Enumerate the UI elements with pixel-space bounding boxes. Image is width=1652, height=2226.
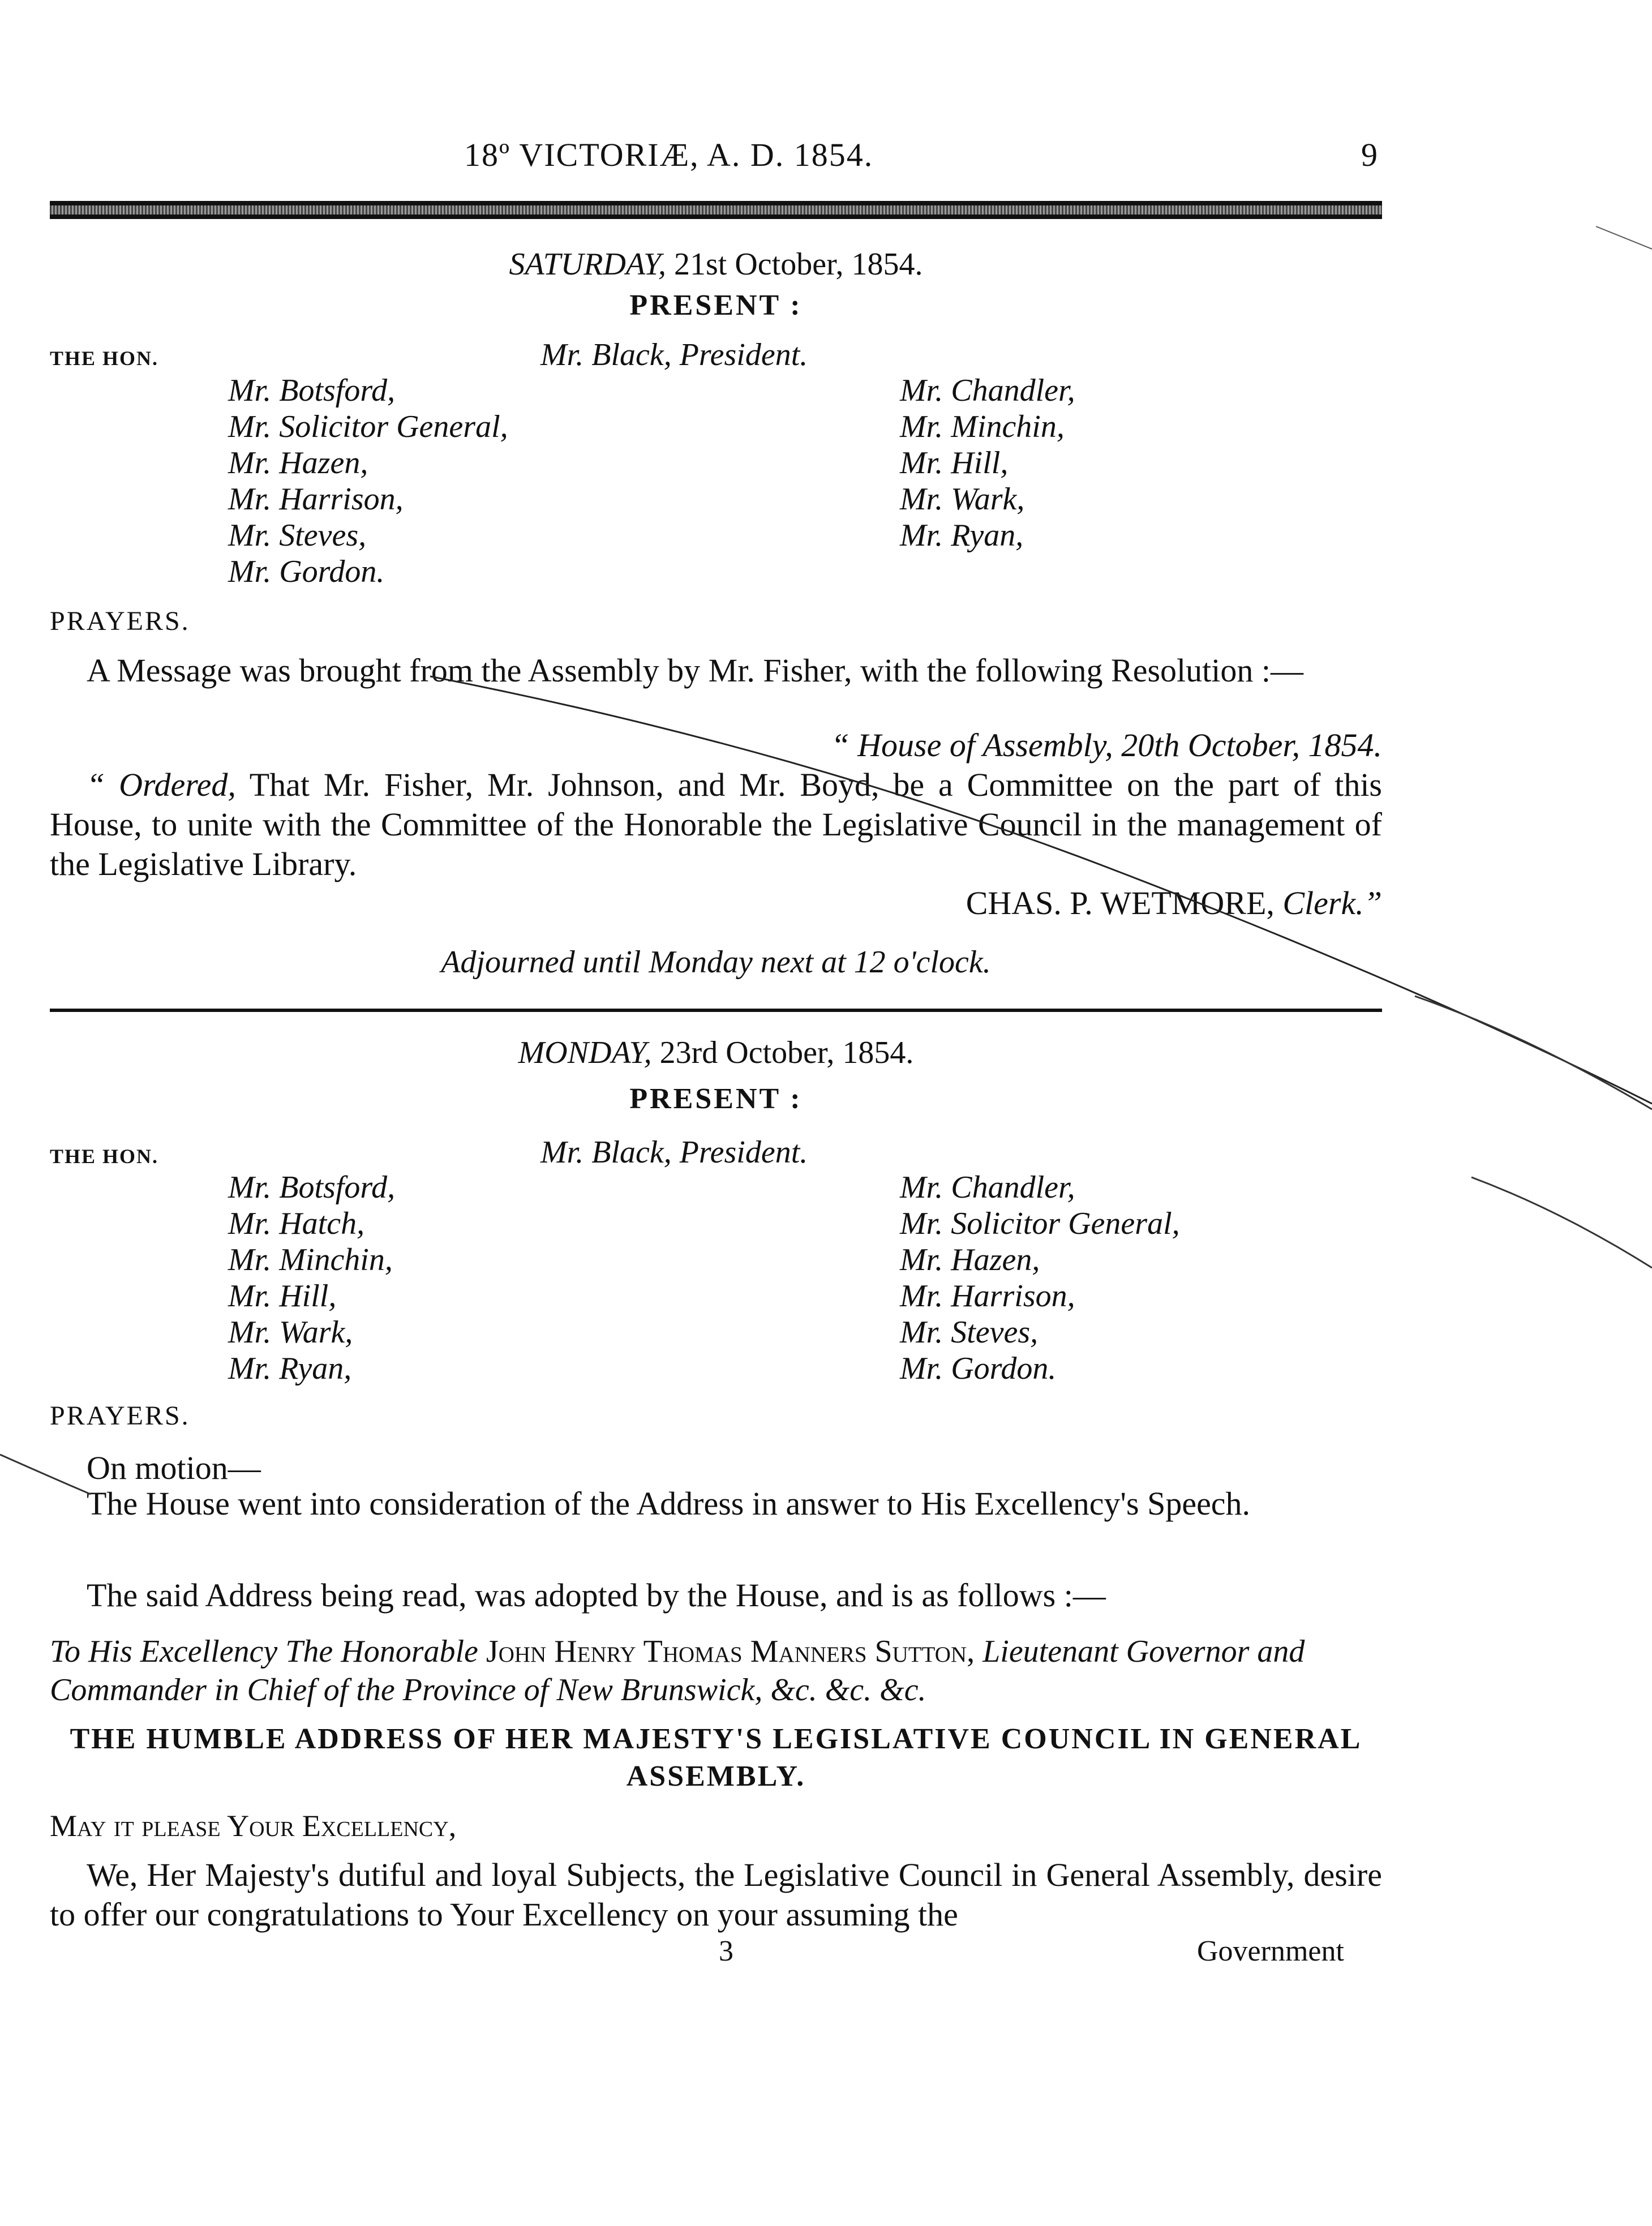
sitting1-present: PRESENT : (629, 289, 803, 321)
sitting2-right-member: Mr. Solicitor General, (900, 1206, 1180, 1241)
sitting2-left-member: Mr. Hill, (228, 1279, 337, 1314)
catchword: Government (1197, 1935, 1344, 1967)
adjournment: Adjourned until Monday next at 12 o'clock. (441, 945, 991, 980)
sitting2-right-member: Mr. Steves, (900, 1315, 1039, 1350)
sitting1-message: A Message was brought from the Assembly by Mr. Fisher, with the following Resolution :— (87, 652, 1303, 689)
clerk-title: Clerk.” (1282, 885, 1382, 921)
resolution-body: That Mr. Fisher, Mr. Johnson, and Mr. Boyd, be a Committee on the part of this House, to unite with the Committee of the Honorable the Legislative Council in the management of the Legislative Library. (50, 766, 1382, 882)
page-number: 9 (1361, 136, 1378, 173)
sitting1-left-member: Mr. Harrison, (228, 482, 404, 517)
sitting1-day: SATURDAY, (509, 247, 666, 282)
resolution-heading: “ House of Assembly, 20th October, 1854. (831, 727, 1382, 764)
sitting1-left-member: Mr. Solicitor General, (228, 409, 508, 444)
sitting1-right-member: Mr. Chandler, (900, 373, 1075, 408)
signature-mark: 3 (719, 1935, 733, 1967)
sitting2-right-member: Mr. Gordon. (900, 1351, 1057, 1386)
sitting2-prayers: PRAYERS. (50, 1401, 190, 1431)
sitting2-present: PRESENT : (629, 1083, 803, 1115)
resolution-ordered: “ Ordered, (87, 766, 236, 803)
sitting2-left-member: Mr. Wark, (228, 1315, 353, 1350)
clerk-name: CHAS. P. WETMORE, (966, 885, 1275, 921)
address-to-suffix: Lieutenant Governor and Commander in Chief of the Province of New Brunswick, &c. &c. &c. (50, 1634, 1305, 1708)
sitting1-president: Mr. Black, President. (540, 337, 808, 372)
sitting1-right-member: Mr. Minchin, (900, 409, 1065, 444)
sitting2-left-member: Mr. Minchin, (228, 1242, 393, 1277)
salutation: May it please Your Excellency, (50, 1809, 457, 1843)
address-to-name: John Henry Thomas Manners Sutton, (486, 1634, 975, 1669)
scratch-line (1471, 1177, 1652, 1268)
sitting1-left-member: Mr. Steves, (228, 518, 367, 553)
sitting2-left-member: Mr. Botsford, (228, 1170, 396, 1205)
sitting2-right-member: Mr. Chandler, (900, 1170, 1075, 1205)
sitting1-right-member: Mr. Wark, (900, 482, 1025, 517)
sitting2-right-member: Mr. Hazen, (900, 1242, 1040, 1277)
sitting2-right-member: Mr. Harrison, (900, 1279, 1075, 1314)
sitting2-date-rest: 23rd October, 1854. (659, 1035, 914, 1070)
on-motion: On motion— (87, 1449, 261, 1486)
sitting1-right-member: Mr. Hill, (900, 445, 1009, 481)
scratch-line (1415, 996, 1652, 1109)
sitting2-day: MONDAY, (518, 1035, 652, 1070)
scratch-line (1596, 226, 1652, 249)
sitting1-right-member: Mr. Ryan, (900, 518, 1024, 553)
address-read-text: The said Address being read, was adopted by the House, and is as follows :— (87, 1577, 1106, 1614)
sitting1-left-member: Mr. Hazen, (228, 445, 368, 481)
sitting1-the-hon: THE HON. (50, 347, 159, 370)
scratch-line (430, 676, 1652, 1104)
consideration-text: The House went into consideration of the Address in answer to His Excellency's Speech. (87, 1485, 1251, 1522)
page-title: 18º VICTORIÆ, A. D. 1854. (464, 136, 874, 173)
sitting1-left-member: Mr. Gordon. (228, 554, 385, 589)
sitting2-left-member: Mr. Ryan, (228, 1351, 352, 1386)
address-body: We, Her Majesty's dutiful and loyal Subjects, the Legislative Council in General Assembly, desire to offer our congratulations to Your Excellency on your assuming the (50, 1856, 1382, 1933)
address-to-prefix: To His Excellency The Honorable (50, 1634, 478, 1669)
sitting2-left-member: Mr. Hatch, (228, 1206, 365, 1241)
sitting2-president: Mr. Black, President. (540, 1135, 808, 1170)
sitting1-prayers: PRAYERS. (50, 606, 190, 636)
sitting2-the-hon: THE HON. (50, 1145, 159, 1168)
sitting1-left-member: Mr. Botsford, (228, 373, 396, 408)
scratch-line (0, 1455, 91, 1494)
humble-address-heading: THE HUMBLE ADDRESS OF HER MAJESTY'S LEGISLATIVE COUNCIL IN GENERAL ASSEMBLY. (70, 1723, 1362, 1792)
sitting1-date-rest: 21st October, 1854. (674, 247, 923, 282)
